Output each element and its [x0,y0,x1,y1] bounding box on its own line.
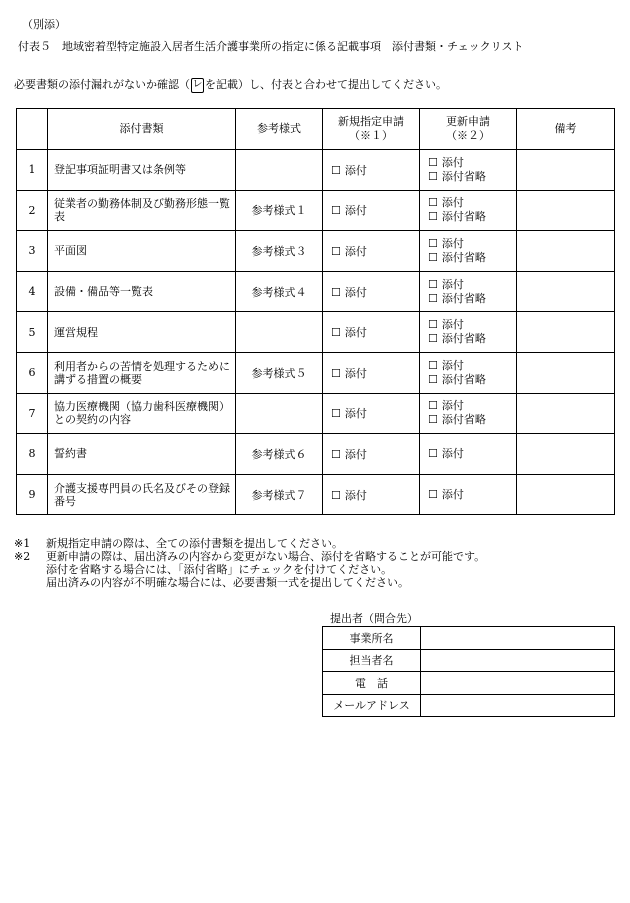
note2-text-line1: 更新申請の際は、届出済みの内容から変更がない場合、添付を省略することが可能です。 [46,550,486,563]
table-header-row [17,109,615,150]
header-document: 添付書類 [48,109,236,150]
update-attach-option[interactable] [428,359,516,373]
update-attach-label: 添付 [441,318,464,332]
remarks-cell[interactable] [517,190,615,231]
update-omit-option[interactable] [428,251,516,265]
submitter-field-value[interactable] [421,627,615,650]
document-name: 設備・備品等一覧表 [48,271,236,312]
checkbox-icon[interactable]: ☐ [428,210,438,224]
table-row [17,352,615,393]
checkbox-icon[interactable]: ☐ [428,155,438,169]
submitter-caption: 提出者（問合先） [330,612,418,625]
note1-mark: ※1 [14,537,31,550]
document-name: 平面図 [48,231,236,272]
update-attach-option[interactable] [428,399,516,413]
new-application-cell[interactable] [323,474,420,515]
remarks-cell[interactable] [517,352,615,393]
update-omit-label: 添付省略 [441,372,486,386]
checkbox-icon[interactable]: ☐ [428,236,438,250]
page-title: 付表５ 地域密着型特定施設入居者生活介護事業所の指定に係る記載事項 添付書類・チェックリスト [18,40,524,53]
reference-form: 参考様式１ [236,190,323,231]
submitter-field-label: メールアドレス [323,694,421,717]
submitter-field-value[interactable] [421,649,615,672]
row-number: 6 [17,352,48,393]
checkbox-icon[interactable]: ☐ [331,285,341,299]
new-attach-label: 添付 [344,285,367,299]
document-name: 協力医療機関（協力歯科医療機関）との契約の内容 [48,393,236,434]
new-application-cell[interactable] [323,150,420,191]
update-attach-option[interactable] [428,278,516,292]
checkbox-icon[interactable]: ☐ [428,169,438,183]
update-application-cell [420,190,517,231]
checklist-table [16,108,615,515]
update-application-cell [420,434,517,475]
document-name: 誓約書 [48,434,236,475]
submitter-field-label: 電 話 [323,672,421,695]
check-mark-icon: レ [191,78,204,93]
header-new-line2: （※１） [349,129,393,142]
document-name: 従業者の勤務体制及び勤務形態一覧表 [48,190,236,231]
reference-form [236,150,323,191]
update-omit-label: 添付省略 [441,250,486,264]
table-row [17,271,615,312]
reference-form [236,393,323,434]
new-application-cell[interactable] [323,352,420,393]
checkbox-icon[interactable]: ☐ [428,196,438,210]
submitter-row [323,672,615,695]
note2-text-line2: 添付を省略する場合には、「添付省略」にチェックを付けてください。 [46,563,393,576]
checkbox-icon[interactable]: ☐ [331,447,341,461]
header-remarks: 備考 [517,109,615,150]
update-attach-option[interactable] [428,488,516,502]
update-attach-option[interactable] [428,196,516,210]
update-attach-label: 添付 [441,277,464,291]
update-omit-option[interactable] [428,413,516,427]
new-application-cell[interactable] [323,231,420,272]
update-application-cell [420,271,517,312]
header-update-application [420,109,517,150]
new-attach-label: 添付 [344,204,367,218]
checkbox-icon[interactable]: ☐ [428,250,438,264]
update-attach-label: 添付 [441,446,464,460]
update-attach-option[interactable] [428,318,516,332]
update-attach-option[interactable] [428,447,516,461]
row-number: 4 [17,271,48,312]
update-omit-label: 添付省略 [441,413,486,427]
reference-form: 参考様式７ [236,474,323,515]
new-attach-label: 添付 [344,326,367,340]
header-no [17,109,48,150]
submitter-row [323,694,615,717]
new-application-cell[interactable] [323,312,420,353]
table-row [17,231,615,272]
checkbox-icon[interactable]: ☐ [428,358,438,372]
submitter-row [323,627,615,650]
remarks-cell[interactable] [517,312,615,353]
new-attach-label: 添付 [344,163,367,177]
new-attach-label: 添付 [344,407,367,421]
header-update-line1: 更新申請 [446,115,490,128]
table-row [17,434,615,475]
note2-mark: ※2 [14,550,31,563]
row-number: 7 [17,393,48,434]
update-omit-option[interactable] [428,332,516,346]
header-new-application [323,109,420,150]
document-name: 利用者からの苦情を処理するために講ずる措置の概要 [48,352,236,393]
row-number: 2 [17,190,48,231]
new-application-cell[interactable] [323,190,420,231]
checkbox-icon[interactable]: ☐ [331,326,341,340]
document-name: 運営規程 [48,312,236,353]
update-omit-label: 添付省略 [441,332,486,346]
checkbox-icon[interactable]: ☐ [428,399,438,413]
header-update-line2: （※２） [446,129,490,142]
checkbox-icon[interactable]: ☐ [428,277,438,291]
new-application-cell[interactable] [323,271,420,312]
reference-form: 参考様式４ [236,271,323,312]
new-attach-label: 添付 [344,447,367,461]
update-omit-label: 添付省略 [441,210,486,224]
header-new-line1: 新規指定申請 [338,115,404,128]
document-name: 介護支援専門員の氏名及びその登録番号 [48,474,236,515]
update-attach-label: 添付 [441,236,464,250]
new-attach-label: 添付 [344,488,367,502]
remarks-cell[interactable] [517,474,615,515]
checkbox-icon[interactable]: ☐ [331,488,341,502]
remarks-cell[interactable] [517,434,615,475]
update-attach-label: 添付 [441,399,464,413]
table-row [17,150,615,191]
checkbox-icon[interactable]: ☐ [428,291,438,305]
update-application-cell [420,393,517,434]
checkbox-icon[interactable]: ☐ [331,204,341,218]
reference-form: 参考様式５ [236,352,323,393]
table-row [17,190,615,231]
checkbox-icon[interactable]: ☐ [428,487,438,501]
update-application-cell [420,150,517,191]
update-application-cell [420,474,517,515]
document-name: 登記事項証明書又は条例等 [48,150,236,191]
new-attach-label: 添付 [344,366,367,380]
update-attach-label: 添付 [441,358,464,372]
remarks-cell[interactable] [517,231,615,272]
row-number: 9 [17,474,48,515]
remarks-cell[interactable] [517,150,615,191]
checkbox-icon[interactable]: ☐ [331,366,341,380]
annex-label: （別添） [22,18,66,31]
new-application-cell[interactable] [323,434,420,475]
notes [14,537,485,589]
checkbox-icon[interactable]: ☐ [428,413,438,427]
new-attach-label: 添付 [344,244,367,258]
checkbox-icon[interactable]: ☐ [331,407,341,421]
submitter-field-value[interactable] [421,694,615,717]
update-omit-label: 添付省略 [441,169,486,183]
remarks-cell[interactable] [517,271,615,312]
row-number: 3 [17,231,48,272]
update-attach-option[interactable] [428,237,516,251]
instruction-post: を記載）し、付表と合わせて提出してください。 [205,78,447,91]
submitter-field-value[interactable] [421,672,615,695]
submitter-field-label: 事業所名 [323,627,421,650]
update-omit-option[interactable] [428,210,516,224]
instruction [14,76,447,93]
table-row [17,312,615,353]
checkbox-icon[interactable]: ☐ [428,332,438,346]
update-application-cell [420,312,517,353]
submitter-field-label: 担当者名 [323,649,421,672]
update-omit-option[interactable] [428,373,516,387]
new-application-cell[interactable] [323,393,420,434]
update-omit-label: 添付省略 [441,291,486,305]
checkbox-icon[interactable]: ☐ [331,163,341,177]
row-number: 5 [17,312,48,353]
note2-text-line3: 届出済みの内容が不明確な場合には、必要書類一式を提出してください。 [46,576,409,589]
remarks-cell[interactable] [517,393,615,434]
submitter-table [322,626,615,717]
update-application-cell [420,352,517,393]
update-attach-label: 添付 [441,487,464,501]
note1-text: 新規指定申請の際は、全ての添付書類を提出してください。 [46,537,343,550]
update-application-cell [420,231,517,272]
update-attach-label: 添付 [441,155,464,169]
table-row [17,474,615,515]
checkbox-icon[interactable]: ☐ [331,244,341,258]
reference-form: 参考様式６ [236,434,323,475]
update-omit-option[interactable] [428,170,516,184]
submitter-row [323,649,615,672]
row-number: 8 [17,434,48,475]
checkbox-icon[interactable]: ☐ [428,446,438,460]
checkbox-icon[interactable]: ☐ [428,372,438,386]
reference-form: 参考様式３ [236,231,323,272]
update-omit-option[interactable] [428,292,516,306]
update-attach-label: 添付 [441,196,464,210]
checkbox-icon[interactable]: ☐ [428,318,438,332]
table-row [17,393,615,434]
row-number: 1 [17,150,48,191]
update-attach-option[interactable] [428,156,516,170]
header-reference: 参考様式 [236,109,323,150]
instruction-pre: 必要書類の添付漏れがないか確認（ [14,78,190,91]
reference-form [236,312,323,353]
